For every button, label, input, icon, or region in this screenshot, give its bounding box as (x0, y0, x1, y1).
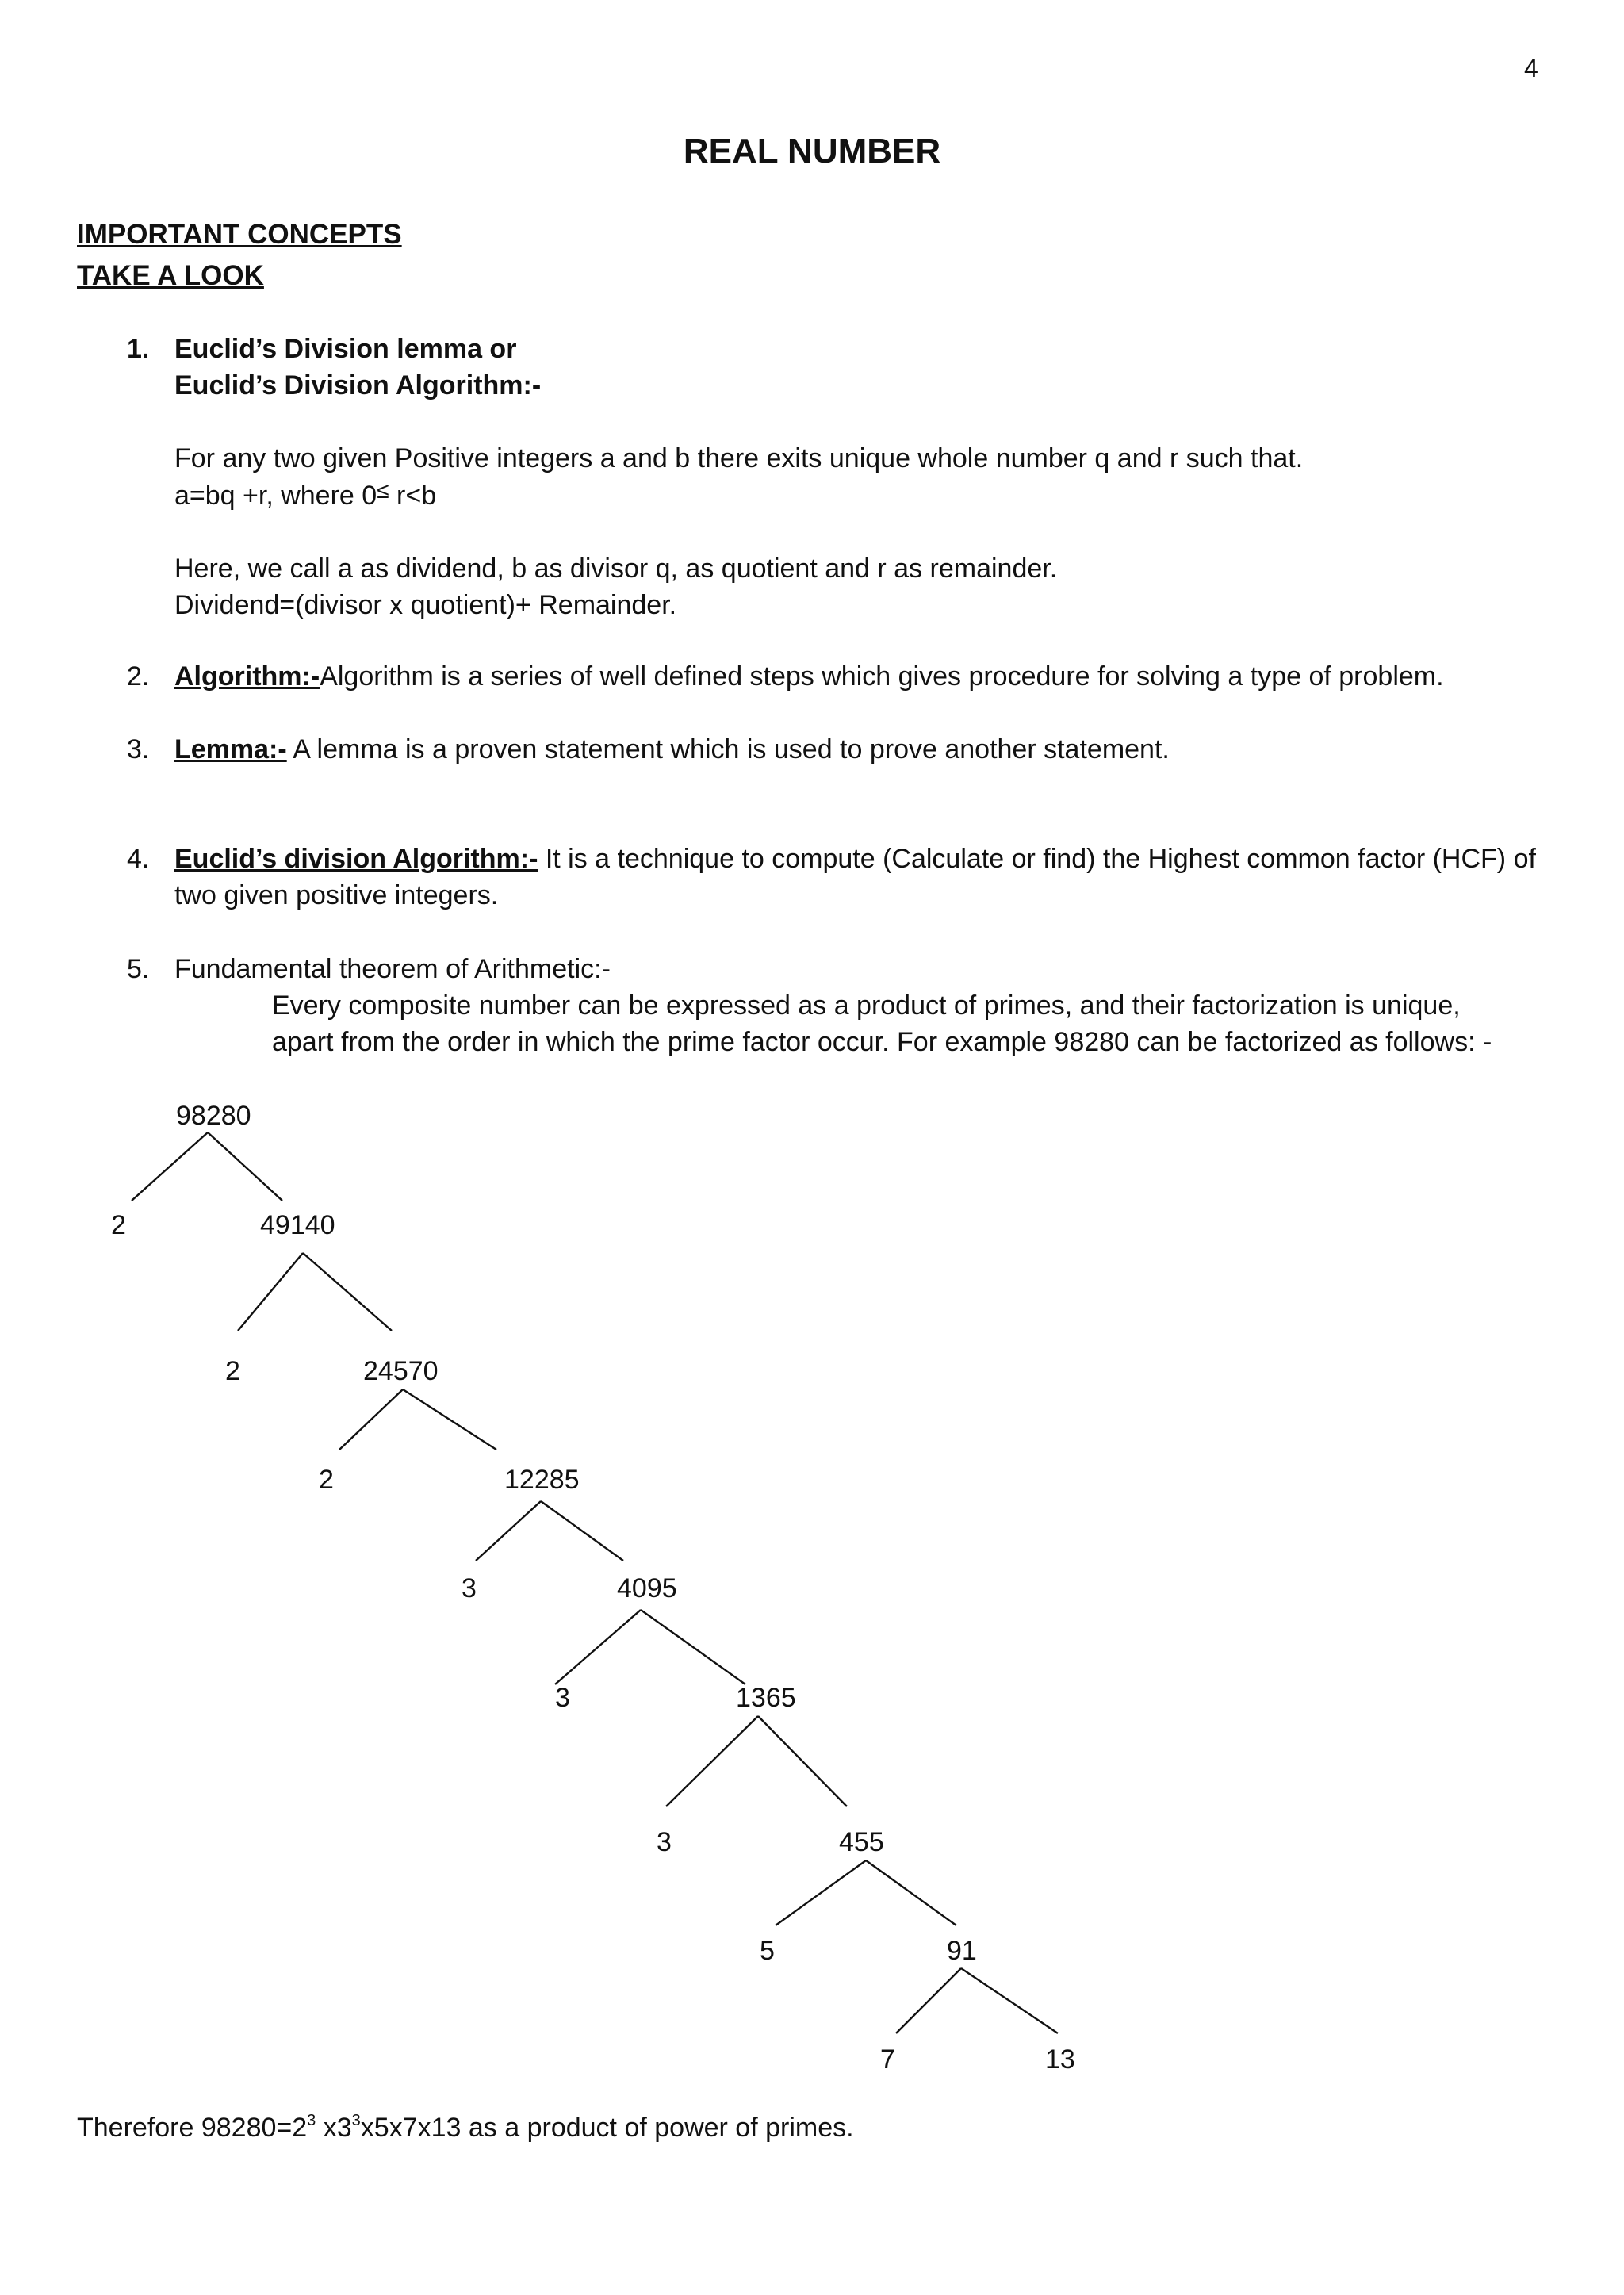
conclusion-part2: x3 (323, 2113, 352, 2143)
item-5-title: Fundamental theorem of Arithmetic:- (174, 954, 611, 984)
tree-branch-line (641, 1610, 745, 1684)
heading-important-concepts: IMPORTANT CONCEPTS (77, 219, 402, 250)
tree-branch-line (776, 1860, 866, 1925)
lemma-definition: A lemma is a proven statement which is used to prove another statement. (293, 734, 1170, 764)
item-5-number: 5. (127, 954, 150, 984)
tree-branch-line (303, 1253, 392, 1331)
lemma-term: Lemma:- (174, 734, 287, 764)
tree-composite-node: 1365 (736, 1683, 796, 1713)
item-1-title-line2: Euclid’s Division Algorithm:- (174, 370, 542, 400)
tree-prime-node: 3 (657, 1827, 672, 1857)
item-5-text-line2: apart from the order in which the prime factor occur. For example 98280 can be factorized as follows: - (272, 1027, 1492, 1057)
item-1-title-line1: Euclid’s Division lemma or (174, 334, 517, 364)
tree-branch-line (666, 1716, 758, 1806)
tree-prime-node: 2 (225, 1356, 240, 1386)
algorithm-definition: Algorithm is a series of well defined steps which gives procedure for solving a type of problem. (320, 661, 1444, 692)
item-1-para2-line2: Dividend=(divisor x quotient)+ Remainder. (174, 590, 677, 620)
tree-branch-line (541, 1501, 623, 1561)
page-number: 4 (1524, 54, 1538, 82)
tree-prime-node: 2 (319, 1465, 334, 1495)
algorithm-term: Algorithm:- (174, 661, 320, 692)
tree-prime-node: 5 (760, 1936, 775, 1966)
tree-branch-line (132, 1132, 208, 1201)
item-2-number: 2. (127, 661, 150, 692)
tree-prime-node: 7 (880, 2044, 895, 2075)
item-3-number: 3. (127, 734, 150, 764)
division-formula: a=bq +r, where 0 (174, 481, 377, 511)
tree-composite-node: 12285 (504, 1465, 580, 1495)
tree-branch-line (238, 1253, 303, 1331)
euclid-algorithm-definition: It is a technique to compute (Calculate or find) the Highest common factor (HCF) of (545, 844, 1536, 874)
tree-composite-node: 24570 (363, 1356, 439, 1386)
item-5-text-line1: Every composite number can be expressed as a product of primes, and their factorization is unique, (272, 990, 1461, 1021)
tree-composite-node: 13 (1045, 2044, 1075, 2075)
tree-prime-node: 3 (555, 1683, 570, 1713)
conclusion-exponent-1: 3 (307, 2112, 316, 2129)
tree-branch-line (961, 1968, 1058, 2033)
less-equal-symbol: ≤ (377, 478, 389, 503)
tree-branch-line (403, 1389, 496, 1450)
conclusion-exponent-2: 3 (351, 2112, 361, 2129)
tree-composite-node: 91 (947, 1936, 977, 1966)
tree-branch-line (896, 1968, 961, 2033)
tree-branch-line (758, 1716, 847, 1806)
item-1-para2-line1: Here, we call a as dividend, b as divisor q, as quotient and r as remainder. (174, 554, 1058, 584)
item-4-text-line2: two given positive integers. (174, 880, 499, 910)
item-4-number: 4. (127, 844, 150, 874)
tree-branch-line (555, 1610, 641, 1684)
conclusion-part1: Therefore 98280=2 (77, 2113, 308, 2143)
conclusion (77, 2109, 854, 2146)
tree-prime-node: 2 (111, 1210, 126, 1240)
conclusion-part3: x5x7x13 as a product of power of primes. (360, 2113, 854, 2143)
page-title: REAL NUMBER (683, 132, 941, 170)
tree-composite-node: 98280 (176, 1101, 251, 1131)
tree-composite-node: 4095 (617, 1573, 677, 1603)
item-1-number: 1. (127, 334, 150, 364)
tree-branch-line (208, 1132, 282, 1201)
tree-prime-node: 3 (462, 1573, 477, 1603)
tree-branch-line (866, 1860, 956, 1925)
item-1-para1-line1: For any two given Positive integers a and b there exits unique whole number q and r such that. (174, 443, 1304, 473)
tree-branch-line (339, 1389, 403, 1450)
heading-take-a-look: TAKE A LOOK (77, 260, 264, 291)
tree-composite-node: 455 (839, 1827, 884, 1857)
remainder-condition: r<b (396, 481, 437, 511)
euclid-algorithm-term: Euclid’s division Algorithm:- (174, 844, 538, 874)
tree-composite-node: 49140 (260, 1210, 335, 1240)
tree-branch-line (476, 1501, 541, 1561)
